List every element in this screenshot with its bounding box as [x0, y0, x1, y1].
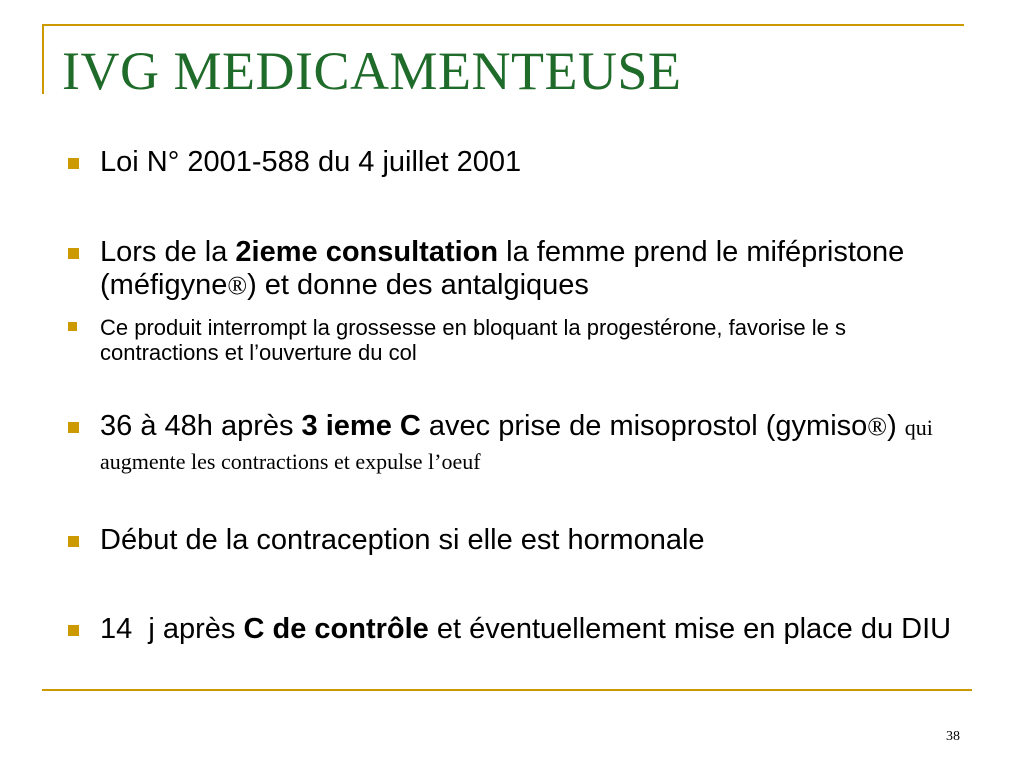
bullet-square-icon — [68, 158, 79, 169]
bullet-text-post: et éventuellement mise en place du DIU — [428, 613, 952, 645]
bullet-item-second-consultation — [68, 236, 958, 302]
bullet-square-icon — [68, 322, 77, 331]
bullet-item-control-visit — [68, 613, 958, 646]
registered-mark: ® — [867, 412, 888, 441]
bullet-text — [100, 613, 958, 646]
bullet-square-icon — [68, 248, 79, 259]
bullet-item-product-effect — [68, 315, 958, 365]
bullet-text-post2: ) — [887, 410, 905, 442]
bullet-text: Loi N° 2001-588 du 4 juillet 2001 — [100, 146, 522, 178]
bullet-text-pre: 36 à 48h après — [100, 410, 302, 442]
bullet-text: Début de la contraception si elle est hormonale — [100, 524, 705, 556]
bullet-text-post2: ) et donne des antalgiques — [247, 269, 589, 301]
bullet-item-third-consultation — [68, 410, 958, 478]
bullet-item-law — [68, 146, 958, 179]
bullet-text-bold: C de contrôle — [243, 613, 429, 645]
bullet-text-bold: 2ieme consultation — [235, 236, 499, 268]
frame-top-line — [42, 24, 964, 26]
bullet-square-icon — [68, 422, 79, 433]
bullet-square-icon — [68, 536, 79, 547]
bullet-text-pre: Lors de la — [100, 236, 236, 268]
bullet-square-icon — [68, 625, 79, 636]
bullet-text — [100, 236, 958, 302]
page-number: 38 — [946, 729, 960, 744]
bullet-text-post: la femme prend le mifépristone (méfigyne — [100, 236, 905, 301]
frame-left-line — [42, 24, 44, 94]
slide-title: IVG MEDICAMENTEUSE — [62, 41, 682, 101]
bullet-text-post: avec prise de misoprostol (gymiso — [420, 410, 868, 442]
bullet-text-bold: 3 ieme C — [301, 410, 421, 442]
registered-mark: ® — [227, 271, 248, 300]
bullet-text-pre: 14 j après — [100, 613, 244, 645]
bullet-text: Ce produit interrompt la grossesse en bloquant la progestérone, favorise le s contractions et l’ouverture du col — [100, 315, 846, 365]
bullet-text — [100, 410, 958, 478]
bullet-text-serif-tail: qui augmente les contractions et expulse l’oeuf — [100, 415, 933, 474]
bullet-item-contraception — [68, 524, 958, 557]
frame-bottom-line — [42, 689, 972, 691]
